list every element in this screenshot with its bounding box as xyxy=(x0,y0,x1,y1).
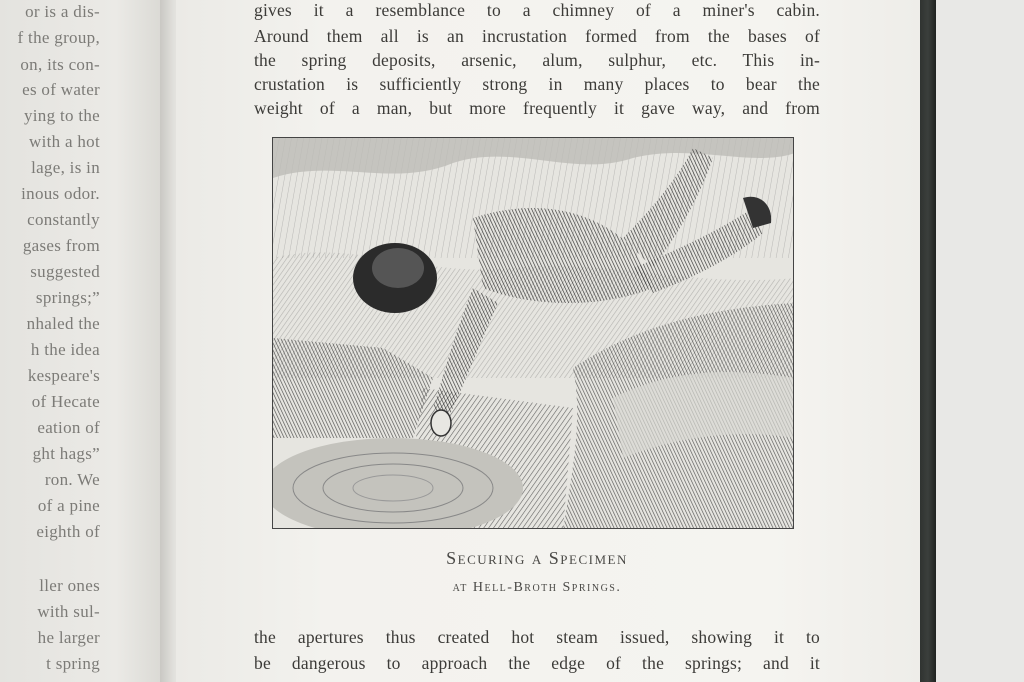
left-page-text-column xyxy=(0,0,100,682)
illustration-engraving xyxy=(272,137,794,529)
left-page-line: of a pine xyxy=(37,496,100,515)
left-page xyxy=(0,0,166,682)
text-line: crustation is sufficiently strong in many places to bear the xyxy=(254,74,820,94)
left-page-line: es of water xyxy=(22,80,100,99)
left-page-line: constantly xyxy=(27,210,100,229)
left-page-line: or is a dis- xyxy=(25,2,100,21)
background-right xyxy=(930,0,1024,682)
left-page-line: gases from xyxy=(22,236,100,255)
left-page-line: inous odor. xyxy=(21,184,100,203)
left-page-line: on, its con- xyxy=(20,55,100,74)
text-line: be dangerous to approach the edge of the springs; and it xyxy=(254,653,820,673)
text-line: the apertures thus created hot steam issued, showing it to xyxy=(254,627,820,647)
left-page-line: eation of xyxy=(37,418,100,437)
left-page-line: kespeare's xyxy=(27,366,100,385)
left-page-line: with a hot xyxy=(29,132,100,151)
left-page-line: ying to the xyxy=(23,106,100,125)
left-page-line: lage, is in xyxy=(31,158,100,177)
left-page-line: nhaled the xyxy=(26,314,100,333)
left-page-line: ron. We xyxy=(44,470,100,489)
left-page-line: f the group, xyxy=(17,28,100,47)
left-page-line: h the idea xyxy=(30,340,100,359)
left-page-line: ght hags” xyxy=(32,444,100,463)
left-page-line: of Hecate xyxy=(31,392,100,411)
left-page-line: with sul- xyxy=(37,602,100,621)
figure-caption-subtitle: at Hell-Broth Springs. xyxy=(452,580,622,595)
left-page-line: springs;” xyxy=(35,288,100,307)
left-page-line: he larger xyxy=(37,628,100,647)
text-line: Around them all is an incrustation formed from the bases of xyxy=(254,26,820,46)
left-page-line: t spring xyxy=(46,654,100,673)
engraving-image xyxy=(273,138,794,529)
text-line: weight of a man, but more frequently it gave way, and from xyxy=(254,98,820,118)
figure-caption-title: Securing a Specimen xyxy=(446,548,628,568)
text-line: gives it a resemblance to a chimney of a miner's cabin. xyxy=(254,0,820,20)
left-page-line: eighth of xyxy=(36,522,100,541)
text-line: the spring deposits, arsenic, alum, sulphur, etc. This in- xyxy=(254,50,820,70)
left-page-line: ller ones xyxy=(39,576,100,595)
left-page-line: suggested xyxy=(30,262,100,281)
